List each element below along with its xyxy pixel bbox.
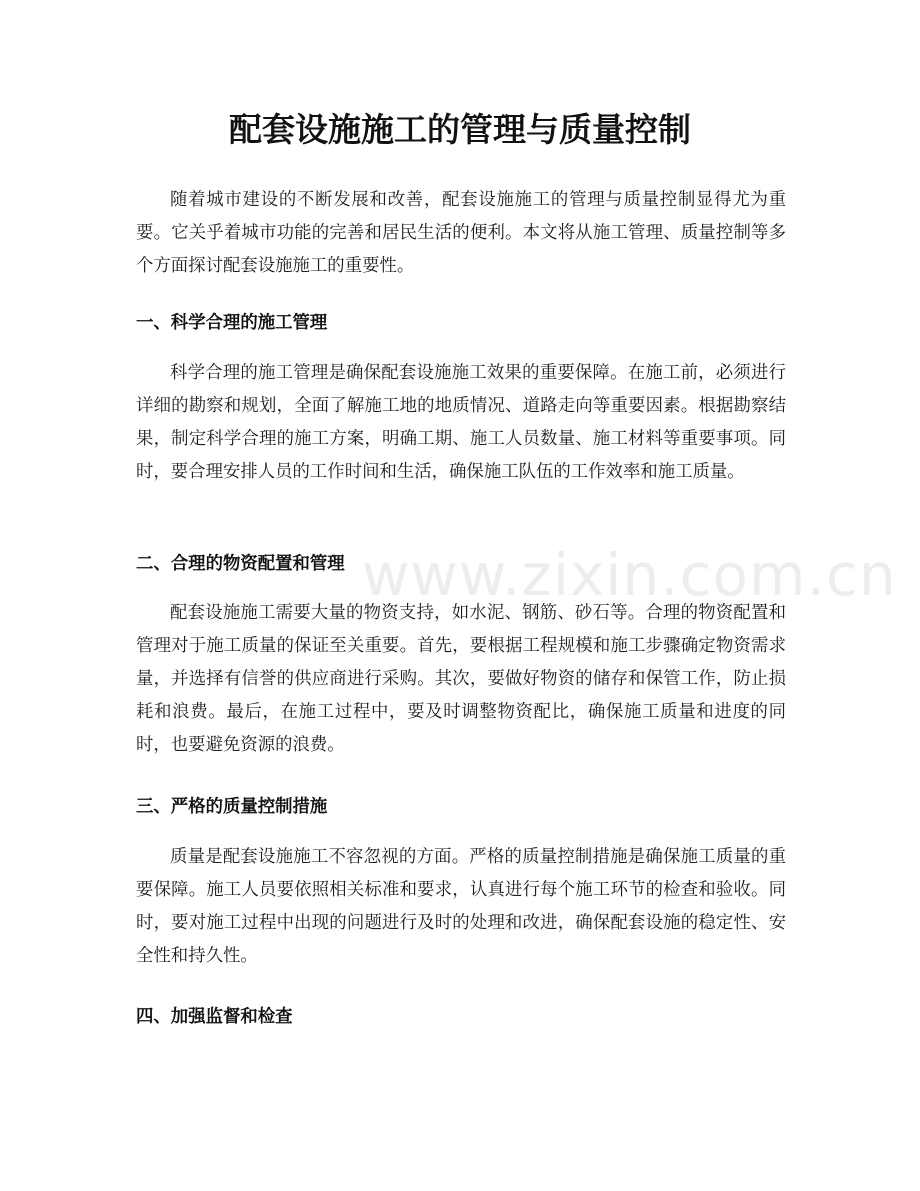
section-body-2: 配套设施施工需要大量的物资支持，如水泥、钢筋、砂石等。合理的物资配置和管理对于施工质量的保证至关重要。首先，要根据工程规模和施工步骤确定物资需求量，并选择有信誉的供应商进行采购。其次，要做好物资的储存和保管工作，防止损耗和浪费。最后，在施工过程中，要及时调整物资配比，确保施工质量和进度的同时，也要避免资源的浪费。 (136, 603, 786, 755)
section-heading-1: 一、科学合理的施工管理 (136, 313, 328, 333)
document-title: 配套设施施工的管理与质量控制 (229, 110, 691, 149)
section-heading-4: 四、加强监督和检查 (136, 1007, 293, 1027)
section-body-1: 科学合理的施工管理是确保配套设施施工效果的重要保障。在施工前，必须进行详细的勘察和规划，全面了解施工地的地质情况、道路走向等重要因素。根据勘察结果，制定科学合理的施工方案，明确工期、施工人员数量、施工材料等重要事项。同时，要合理安排人员的工作时间和生活，确保施工队伍的工作效率和施工质量。 (136, 363, 786, 482)
intro-paragraph: 随着城市建设的不断发展和改善，配套设施施工的管理与质量控制显得尤为重要。它关乎着城市功能的完善和居民生活的便利。本文将从施工管理、质量控制等多个方面探讨配套设施施工的重要性。 (136, 190, 786, 276)
section-heading-2: 二、合理的物资配置和管理 (136, 554, 345, 574)
section-heading-3: 三、严格的质量控制措施 (136, 797, 328, 817)
section-body-3: 质量是配套设施施工不容忽视的方面。严格的质量控制措施是确保施工质量的重要保障。施工人员要依照相关标准和要求，认真进行每个施工环节的检查和验收。同时，要对施工过程中出现的问题进行及时的处理和改进，确保配套设施的稳定性、安全性和持久性。 (136, 847, 786, 966)
watermark: www.zixin.com.cn (362, 541, 897, 609)
